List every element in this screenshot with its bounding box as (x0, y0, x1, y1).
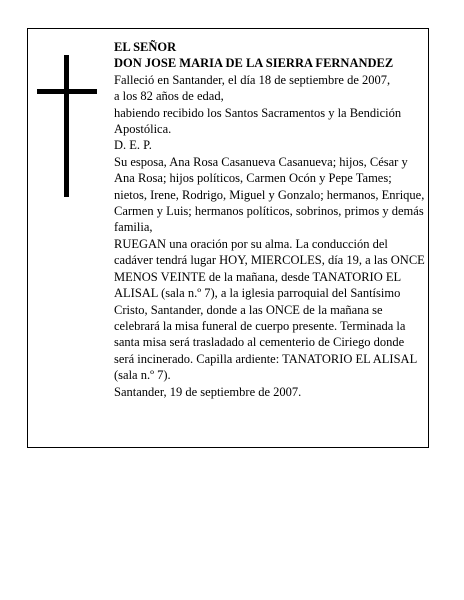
sacraments-line: habiendo recibido los Santos Sacramentos y la Bendición Apostólica. (114, 105, 402, 137)
cross-horizontal-bar (37, 89, 97, 94)
age-line: a los 82 años de edad, (114, 89, 224, 104)
deceased-name: DON JOSE MARIA DE LA SIERRA FERNANDEZ (114, 56, 394, 71)
request-paragraph: RUEGAN una oración por su alma. La conducción del cadáver tendrá lugar HOY, MIERCOLES, día 19, a las ONCE MENOS VEINTE de la mañana, desde TANATORIO EL ALISAL (sala n.º 7), a la iglesia parroquial del Santísimo Cristo, Santander, donde a las ONCE de la mañana se celebrará la misa funeral de cuerpo presente. Terminada la santa misa será trasladado al cementerio de Ciriego donde será incinerado. Capilla ardiente: TANATORIO EL ALISAL (sala n.º 7). (114, 236, 425, 383)
obituary-text (114, 39, 426, 400)
notice-title: EL SEÑOR (114, 40, 177, 54)
death-line: Falleció en Santander, el día 18 de septiembre de 2007, (114, 72, 391, 87)
place-date-line: Santander, 19 de septiembre de 2007. (114, 384, 302, 399)
dep-line: D. E. P. (114, 138, 152, 153)
family-paragraph: Su esposa, Ana Rosa Casanueva Casanueva; hijos, César y Ana Rosa; hijos políticos, Carmen Ocón y Pepe Tames; nietos, Irene, Rodrigo, Miguel y Gonzalo; hermanos, Enrique, Carmen y Luis; hermanos políticos, sobrinos, primos y demás familia, (114, 154, 425, 235)
latin-cross-icon (37, 55, 97, 197)
cross-vertical-bar (64, 55, 69, 197)
